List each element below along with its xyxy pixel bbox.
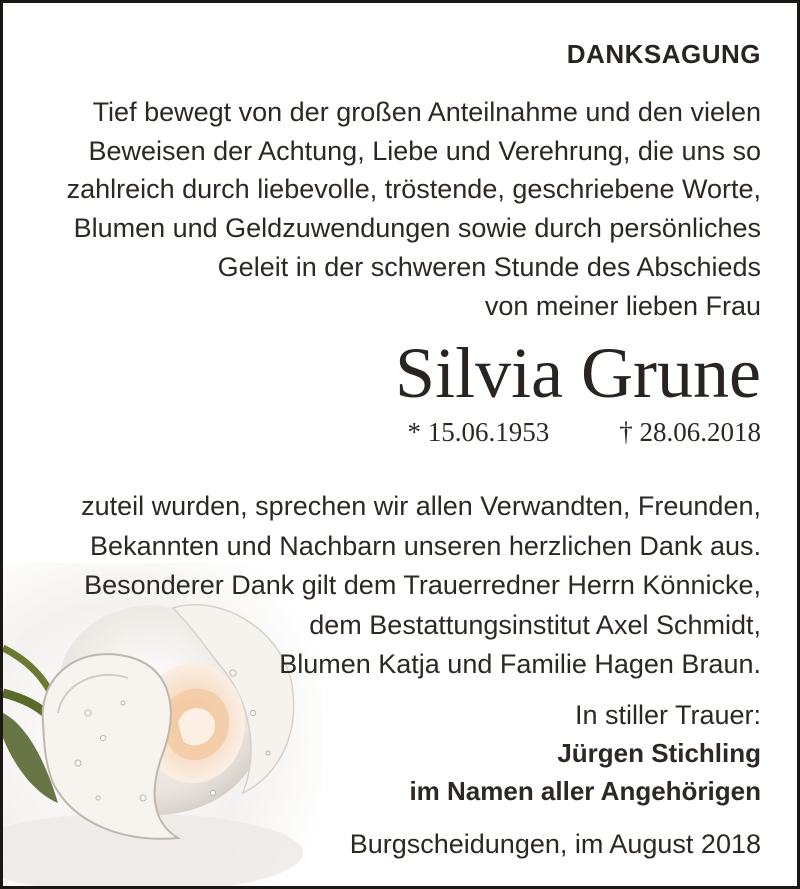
intro-line: zahlreich durch liebevolle, tröstende, geschriebene Worte, bbox=[66, 174, 761, 205]
deceased-name: Silvia Grune bbox=[395, 333, 761, 413]
signer-name: Jürgen Stichling bbox=[557, 738, 761, 768]
thanks-line: dem Bestattungsinstitut Axel Schmidt, bbox=[309, 609, 761, 640]
life-dates bbox=[408, 417, 762, 448]
death-date: † 28.06.2018 bbox=[619, 417, 761, 447]
thanks-line: zuteil wurden, sprechen wir allen Verwandten, Freunden, bbox=[81, 491, 761, 521]
thanks-text bbox=[21, 487, 761, 685]
thanks-line: Bekannten und Nachbarn unseren herzlichen Dank aus. bbox=[90, 530, 761, 561]
birth-date: * 15.06.1953 bbox=[407, 417, 550, 447]
place-date: Burgscheidungen, im August 2018 bbox=[349, 829, 761, 859]
thanks-line: Blumen Katja und Familie Hagen Braun. bbox=[279, 649, 761, 679]
intro-line: Blumen und Geldzuwendungen sowie durch persönliches bbox=[73, 213, 761, 244]
intro-line: Geleit in der schweren Stunde des Abschieds bbox=[217, 251, 761, 282]
heading: DANKSAGUNG bbox=[566, 39, 761, 69]
intro-line: Tief bewegt von der großen Anteilnahme und den vielen bbox=[92, 97, 761, 127]
intro-line: von meiner lieben Frau bbox=[484, 290, 761, 321]
intro-text bbox=[21, 93, 761, 325]
signer-note: im Namen aller Angehörigen bbox=[409, 776, 761, 806]
intro-line: Beweisen der Achtung, Liebe und Verehrung, die uns so bbox=[88, 135, 761, 166]
thanks-line: Besonderer Dank gilt dem Trauerredner Herrn Könnicke, bbox=[84, 570, 761, 600]
signature-block bbox=[409, 696, 761, 810]
mourning-label: In stiller Trauer: bbox=[574, 700, 761, 730]
